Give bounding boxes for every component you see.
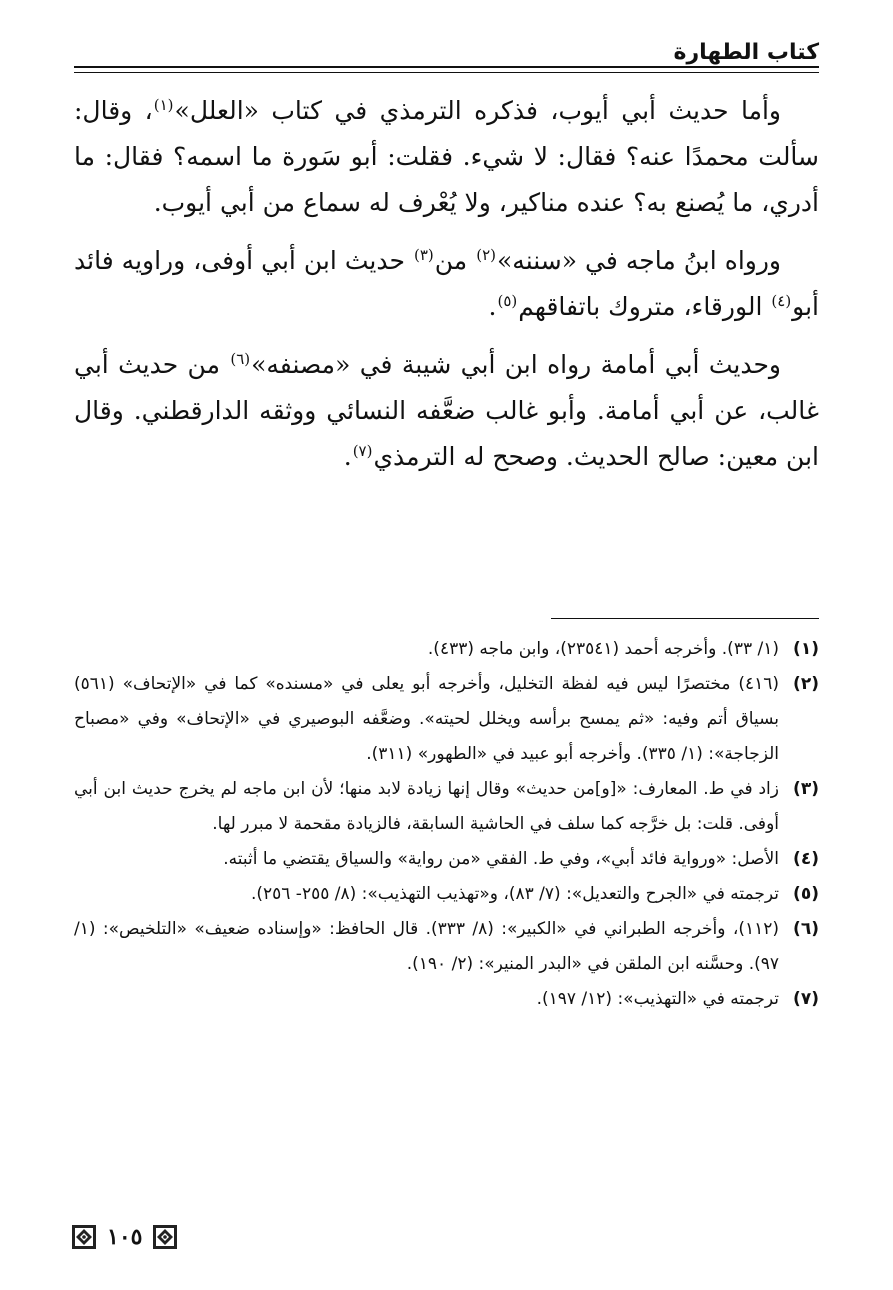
- p2-text-b: من: [434, 246, 476, 275]
- ornament-icon: [152, 1224, 178, 1250]
- footnote-text: زاد في ط. المعارف: «[و]من حديث» وقال إنها زيادة لابد منها؛ لأن ابن ماجه لم يخرج حديث ابن أبي أوفى. قلت: بل خرَّجه كما سلف في الحاشية السابقة، فالزيادة مقحمة لا مبرر لها.: [74, 779, 779, 834]
- chapter-title: كتاب الطهارة: [673, 40, 819, 65]
- footnote-2: [74, 667, 819, 772]
- footnote-text: (١/ ٣٣). وأخرجه أحمد (٢٣٥٤١)، وابن ماجه (٤٣٣).: [427, 639, 779, 659]
- page-number: ١٠٥: [107, 1224, 143, 1250]
- header-rule-thick: [74, 66, 819, 68]
- p2-text-a: ورواه ابنُ ماجه في «سننه»: [497, 246, 781, 275]
- footnote-text: ترجمته في «التهذيب»: (١٢/ ١٩٧).: [536, 989, 779, 1009]
- p3-text-a: وحديث أبي أمامة رواه ابن أبي شيبة في «مصنفه»: [251, 350, 781, 379]
- ornament-icon: [71, 1224, 97, 1250]
- page-footer: [71, 1220, 211, 1254]
- p3-text-b: من حديث أبي غالب، عن أبي أمامة. وأبو غالب ضعَّفه النسائي ووثقه الدارقطني. وقال ابن معين: صالح الحديث. وصحح له الترمذي: [74, 350, 819, 471]
- paragraph-3: [74, 342, 819, 480]
- footnote-number: (٧): [793, 989, 819, 1009]
- footnote-ref-6[interactable]: (٦): [230, 349, 251, 368]
- p1-text-a: وأما حديث أبي أيوب، فذكره الترمذي في كتاب «العلل»: [174, 96, 781, 125]
- footnote-number: (٣): [793, 779, 819, 799]
- paragraph-2: [74, 238, 819, 330]
- footnote-1: [74, 632, 819, 667]
- p1-text-b: ، وقال: سألت محمدًا عنه؟ فقال: لا شيء. فقلت: أبو سَورة ما اسمه؟ فقال: ما أدري، ما يُصنع به؟ عنده مناكير، ولا يُعْرف له سماع من أبي أيوب.: [74, 96, 819, 217]
- p2-text-c: حديث ابن أبي أوفى، وراويه فائد أبو: [74, 246, 819, 321]
- footnote-ref-2[interactable]: (٢): [476, 245, 496, 264]
- footnote-number: (٦): [793, 919, 819, 939]
- footnote-ref-7[interactable]: (٧): [352, 441, 373, 460]
- footnote-ref-5[interactable]: (٥): [497, 291, 518, 310]
- header-rule-thin: [74, 72, 819, 73]
- main-text: [74, 88, 819, 492]
- footnote-7: [74, 982, 819, 1017]
- p2-text-d: الورقاء، متروك باتفاقهم: [518, 292, 771, 321]
- paragraph-1: [74, 88, 819, 226]
- footnote-number: (٤): [793, 849, 819, 869]
- footnote-text: (١١٢)، وأخرجه الطبراني في «الكبير»: (٨/ ٣٣٣). قال الحافظ: «وإسناده ضعيف» «التلخيص»: (١/ ٩٧). وحسَّنه ابن الملقن في «البدر المنير»: (٢/ ١٩٠).: [74, 919, 780, 974]
- footnote-text: الأصل: «ورواية فائد أبي»، وفي ط. الفقي «من رواية» والسياق يقتضي ما أثبته.: [223, 849, 779, 869]
- footnote-number: (١): [793, 639, 819, 659]
- p2-text-e: .: [488, 292, 497, 321]
- p3-text-c: .: [343, 442, 352, 471]
- footnote-4: [74, 842, 819, 877]
- footnote-ref-1[interactable]: (١): [153, 95, 174, 114]
- footnote-ref-3[interactable]: (٣): [413, 245, 434, 264]
- footnote-6: [74, 912, 819, 982]
- footnote-text: ترجمته في «الجرح والتعديل»: (٧/ ٨٣)، و«تهذيب التهذيب»: (٨/ ٢٥٥- ٢٥٦).: [250, 884, 779, 904]
- footnotes: [74, 632, 819, 1017]
- footnote-number: (٥): [793, 884, 819, 904]
- footnote-ref-4[interactable]: (٤): [771, 291, 792, 310]
- footnote-separator: [551, 618, 819, 619]
- footnote-text: (٤١٦) مختصرًا ليس فيه لفظة التخليل، وأخرجه أبو يعلى في «مسنده» كما في «الإتحاف» (٥٦١) بسياق أتم وفيه: «ثم يمسح برأسه ويخلل لحيته». وضعَّفه البوصيري في «الإتحاف» وفي «مصباح الزجاجة»: (١/ ٣٣٥). وأخرجه أبو عبيد في «الطهور» (٣١١).: [74, 674, 779, 764]
- footnote-number: (٢): [793, 674, 819, 694]
- footnote-3: [74, 772, 819, 842]
- footnote-5: [74, 877, 819, 912]
